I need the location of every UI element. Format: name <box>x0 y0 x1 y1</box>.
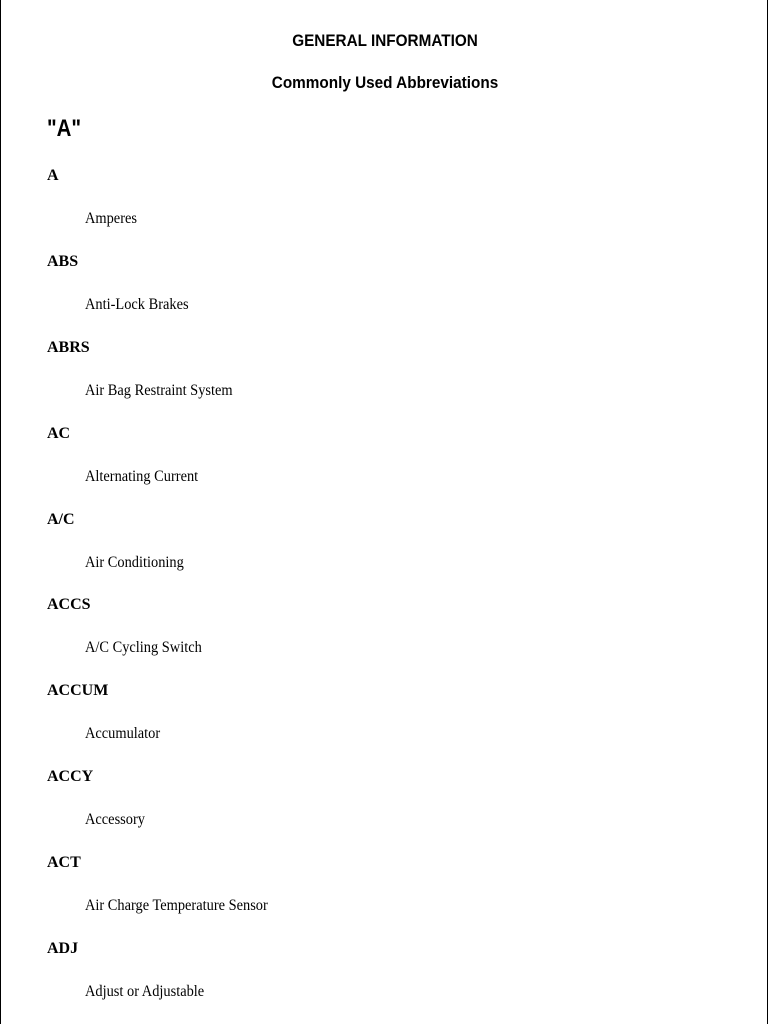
abbreviation-definition: Accessory <box>85 811 145 829</box>
abbreviation-definition: Alternating Current <box>85 467 199 485</box>
abbreviation-definition: Air Bag Restraint System <box>85 381 233 399</box>
abbreviation-definition: A/C Cycling Switch <box>85 639 202 657</box>
abbreviation-definition: Amperes <box>85 210 137 227</box>
abbreviation-term: ACCUM <box>47 682 109 700</box>
abbreviation-term: A <box>47 167 59 184</box>
list-item <box>1 424 768 510</box>
abbreviation-term: ACT <box>47 854 81 872</box>
list-item <box>1 681 768 767</box>
list-item <box>1 510 768 596</box>
page-title: GENERAL INFORMATION <box>292 31 478 50</box>
abbreviation-term: AC <box>47 424 71 442</box>
abbreviation-definition: Air Conditioning <box>85 553 184 571</box>
abbreviation-term: ABRS <box>47 338 90 356</box>
section-heading: "A" <box>47 115 82 142</box>
abbreviation-term: ACCY <box>47 768 94 786</box>
list-item <box>1 767 768 853</box>
abbreviation-term: ADJ <box>47 940 79 958</box>
abbreviation-definition: Adjust or Adjustable <box>85 983 205 1001</box>
list-item <box>1 166 768 252</box>
abbreviation-term: A/C <box>47 510 75 528</box>
list-item <box>1 939 768 1024</box>
list-item <box>1 252 768 338</box>
abbreviation-term: ACCS <box>47 596 91 614</box>
abbreviation-definition: Accumulator <box>85 725 161 743</box>
abbreviation-definition: Anti-Lock Brakes <box>85 295 189 313</box>
abbreviation-term: ABS <box>47 252 79 270</box>
list-item <box>1 595 768 681</box>
page-subtitle: Commonly Used Abbreviations <box>271 73 499 92</box>
abbreviation-list <box>1 166 768 1024</box>
list-item <box>1 338 768 424</box>
list-item <box>1 853 768 939</box>
abbreviation-definition: Air Charge Temperature Sensor <box>85 897 268 915</box>
